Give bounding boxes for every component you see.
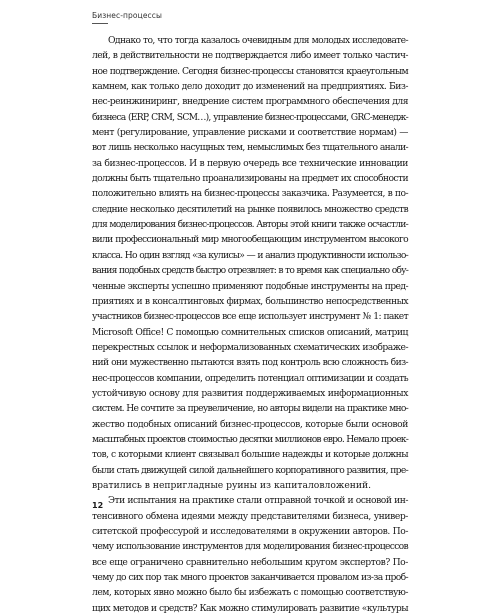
text-line: были стать движущей силой дальнейшего корпоративного развития, пре- [92, 464, 408, 476]
body-text [92, 33, 408, 616]
text-line: приятиях и в консалтинговых фирмах, большинство непосредственных [92, 295, 408, 307]
text-line: Microsoft Office! С помощью сомнительных списков описаний, матриц [92, 326, 408, 338]
text-line: перекрестных ссылок и неформализованных схематических изображе- [92, 341, 408, 353]
paragraph-2 [92, 493, 408, 616]
text-line: Эти испытания на практике стали отправной точкой и основой ин- [108, 495, 408, 507]
text-line: устойчивую основу для развития поддерживаемых информационных [92, 387, 408, 399]
page-number: 12 [92, 501, 104, 510]
text-line: нес-процессов компании, определить потенциал оптимизации и создать [92, 372, 408, 384]
text-line: для моделирования бизнес-процессов. Авторы этой книги также осчастли- [92, 219, 408, 231]
text-line: за бизнес-процессов. И в первую очередь все технические инновации [92, 157, 408, 169]
text-line: вания подобных средств быстро отрезвляет: в то время как специально обу- [92, 265, 408, 277]
text-line: камнем, как только дело доходит до изменений на предприятиях. Биз- [92, 81, 408, 93]
text-line: положительно влиять на бизнес-процессы заказчика. Разумеется, в по- [92, 188, 408, 200]
text-line: тенсивного обмена идеями между представителями бизнеса, универ- [92, 510, 408, 522]
text-line: жество подобных описаний бизнес-процессов, которые были основой [92, 418, 408, 430]
text-line: класса. Но один взгляд «за кулисы» — и анализ продуктивности использо- [92, 249, 408, 261]
text-line: должны быть тщательно проанализированы на предмет их способности [92, 173, 408, 185]
text-line: ное подтверждение. Сегодня бизнес-процессы становятся краеугольным [92, 65, 408, 77]
text-line: систем. Не сочтите за преувеличение, но авторы видели на практике мно- [92, 403, 408, 415]
text-line: тов, с которыми клиент связывал большие надежды и которые должны [92, 449, 408, 461]
running-head: Бизнес-процессы [92, 11, 162, 20]
text-line: чему использование инструментов для моделирования бизнес-процессов [92, 541, 408, 553]
text-line: вратились в непригладные руины из капиталовложений. [92, 479, 372, 491]
text-line: лей, в действительности не подтверждается либо имеет только частич- [92, 50, 408, 62]
text-line: щих методов и средств? Как можно стимулировать развитие «культуры [92, 602, 408, 614]
text-line: ний они мужественно пытаются взять под контроль всю сложность биз- [92, 357, 408, 369]
text-line: нес-реинжиниринг, внедрение систем программного обеспечения для [92, 96, 408, 108]
text-line: ченные эксперты успешно применяют подобные инструменты на пред- [92, 280, 408, 292]
text-line: масштабных проектов стоимостью десятки миллионов евро. Немало проек- [92, 433, 408, 445]
text-line: ситетской профессурой и исследователями в окружении авторов. По- [92, 526, 408, 537]
text-line: следние несколько десятилетий на рынке появилось множество средств [92, 203, 408, 215]
paragraph-1 [92, 33, 408, 493]
text-line: бизнеса (ERP, CRM, SCM…), управление бизнес-процессами, GRC-менедж- [92, 111, 408, 123]
text-line: участников бизнес-процессов все еще использует инструмент № 1: пакет [92, 311, 408, 323]
running-head-rule [92, 23, 108, 24]
text-line: мент (регулирование, управление рисками и соответствие нормам) — [92, 127, 408, 139]
text-line: вили профессиональный мир многообещающим инструментом высокого [92, 234, 408, 246]
text-line: Однако то, что тогда казалось очевидным для молодых исследовате- [108, 35, 408, 46]
text-line: лем, которых явно можно было бы избежать с помощью соответствую- [92, 587, 408, 599]
text-line: чему до сих пор так много проектов заканчивается провалом из-за проб- [92, 572, 408, 584]
text-line: вот лишь несколько насущных тем, немыслимых без тщательного анали- [92, 142, 408, 154]
text-line: все еще ограничено сравнительно небольшим кругом экспертов? По- [92, 556, 408, 568]
